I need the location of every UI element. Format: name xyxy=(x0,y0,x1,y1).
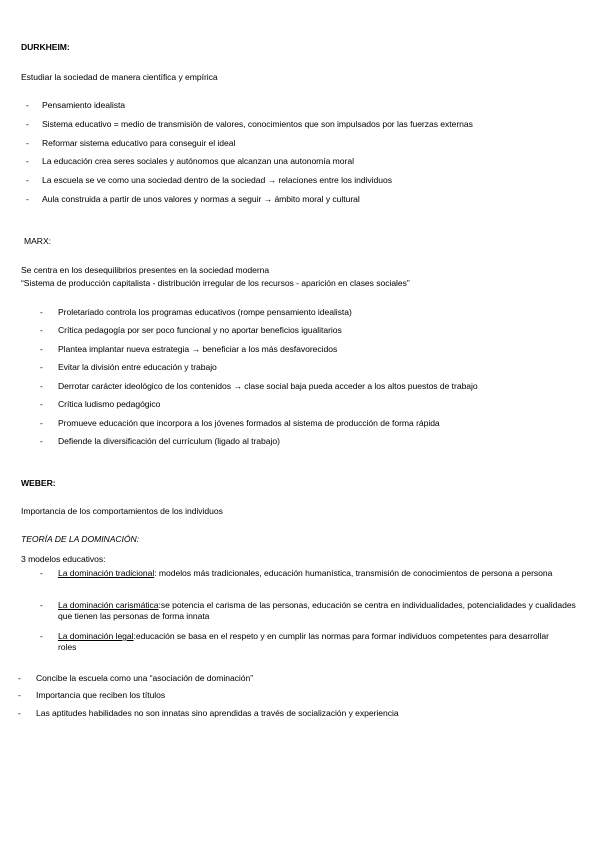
model-item xyxy=(58,600,578,622)
weber-bullet: Las aptitudes habilidades no son innatas sino aprendidas a través de socialización y experiencia xyxy=(36,708,399,718)
marx-intro: Se centra en los desequilibrios presentes en la sociedad moderna xyxy=(21,265,270,275)
bullet-dash: - xyxy=(26,119,29,129)
durkheim-bullet: La escuela se ve como una sociedad dentro de la sociedad → relaciones entre los individuos xyxy=(42,175,392,185)
marx-bullet: Crítica pedagogía por ser poco funcional y no aportar beneficios igualitarios xyxy=(58,325,342,335)
marx-quote: “Sistema de producción capitalista - distribución irregular de los recursos - aparición en clases sociales” xyxy=(21,278,410,288)
model-term: La dominación tradicional xyxy=(58,568,155,578)
bullet-dash: - xyxy=(40,344,43,354)
marx-bullet: Plantea implantar nueva estrategia → beneficiar a los más desfavorecidos xyxy=(58,344,338,354)
weber-heading: WEBER: xyxy=(21,478,56,488)
bullet-dash: - xyxy=(26,194,29,204)
bullet-dash: - xyxy=(18,690,21,700)
bullet-dash: - xyxy=(18,673,21,683)
bullet-dash: - xyxy=(40,568,43,578)
durkheim-bullet: Sistema educativo = medio de transmisión de valores, conocimientos que son impulsados por las fuerzas externas xyxy=(42,119,473,129)
durkheim-bullet: Pensamiento idealista xyxy=(42,100,126,110)
weber-bullet: Concibe la escuela como una “asociación de dominación” xyxy=(36,673,254,683)
durkheim-intro: Estudiar la sociedad de manera científica y empírica xyxy=(21,72,218,82)
marx-bullet: Derrotar carácter ideológico de los contenidos → clase social baja pueda acceder a los altos puestos de trabajo xyxy=(58,381,478,391)
marx-bullet: Promueve educación que incorpora a los jóvenes formados al sistema de producción de forma rápida xyxy=(58,418,440,428)
model-text: : modelos más tradicionales, educación humanística, transmisión de conocimientos de persona a persona xyxy=(154,568,553,578)
marx-bullet: Evitar la división entre educación y trabajo xyxy=(58,362,217,372)
bullet-dash: - xyxy=(40,631,43,641)
bullet-dash: - xyxy=(40,418,43,428)
durkheim-bullet: La educación crea seres sociales y autónomos que alcanzan una autonomía moral xyxy=(42,156,354,166)
models-label: 3 modelos educativos: xyxy=(21,554,106,564)
model-text: :se potencia el carisma de las personas, educación se centra en individualidades, potencialidades y cualidades que tienen las personas de forma innata xyxy=(58,600,576,621)
theory-title: TEORÍA DE LA DOMINACIÓN: xyxy=(21,534,140,544)
bullet-dash: - xyxy=(26,175,29,185)
bullet-dash: - xyxy=(26,138,29,148)
bullet-dash: - xyxy=(40,600,43,610)
weber-intro: Importancia de los comportamientos de los individuos xyxy=(21,506,223,516)
weber-bullet: Importancia que reciben los títulos xyxy=(36,690,166,700)
marx-heading: MARX: xyxy=(24,236,51,246)
bullet-dash: - xyxy=(40,362,43,372)
model-item xyxy=(58,631,558,653)
durkheim-bullet: Reformar sistema educativo para conseguir el ideal xyxy=(42,138,236,148)
model-term: La dominación legal xyxy=(58,631,134,641)
bullet-dash: - xyxy=(26,156,29,166)
bullet-dash: - xyxy=(40,436,43,446)
bullet-dash: - xyxy=(40,399,43,409)
bullet-dash: - xyxy=(40,325,43,335)
bullet-dash: - xyxy=(40,307,43,317)
bullet-dash: - xyxy=(18,708,21,718)
marx-bullet: Crítica ludismo pedagógico xyxy=(58,399,161,409)
model-term: La dominación carismática xyxy=(58,600,159,610)
bullet-dash: - xyxy=(40,381,43,391)
marx-bullet: Proletariado controla los programas educativos (rompe pensamiento idealista) xyxy=(58,307,352,317)
model-item xyxy=(58,568,578,579)
bullet-dash: - xyxy=(26,100,29,110)
model-text: :educación se basa en el respeto y en cumplir las normas para formar individuos competentes para desarrollar roles xyxy=(58,631,549,652)
marx-bullet: Defiende la diversificación del currículum (ligado al trabajo) xyxy=(58,436,280,446)
durkheim-heading: DURKHEIM: xyxy=(21,42,70,52)
durkheim-bullet: Aula construida a partir de unos valores y normas a seguir → ámbito moral y cultural xyxy=(42,194,360,204)
